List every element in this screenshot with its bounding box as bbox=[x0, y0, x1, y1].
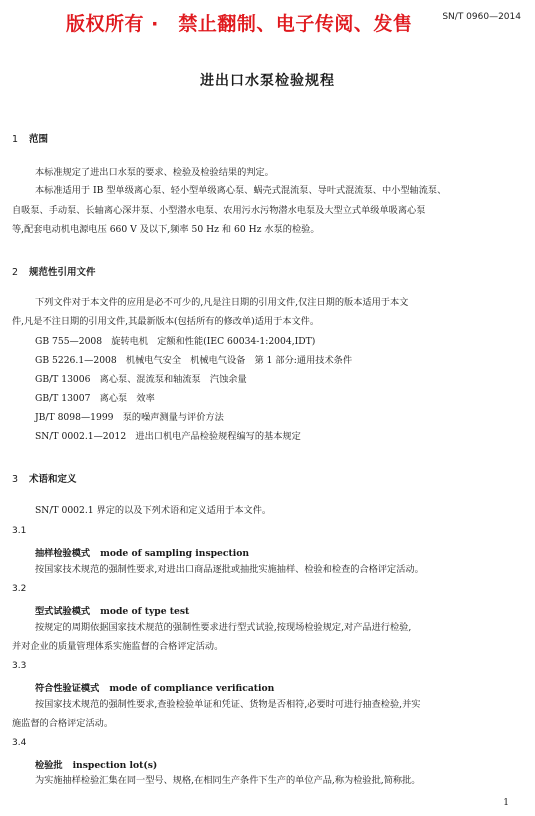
term-definition-line: 施监督的合格评定活动。 bbox=[12, 718, 114, 729]
paragraph-line: SN/T 0002.1 界定的以及下列术语和定义适用于本文件。 bbox=[35, 505, 272, 516]
standard-code: SN/T 0960—2014 bbox=[442, 12, 521, 22]
page-number: 1 bbox=[503, 798, 509, 808]
paragraph-line: 本标准适用于 IB 型单级离心泵、轻小型单级离心泵、蜗壳式混流泵、导叶式混流泵、中小型轴流泵、 bbox=[35, 185, 447, 196]
section-number: 2 bbox=[12, 267, 19, 278]
reference-item: SN/T 0002.1—2012 进出口机电产品检验规程编写的基本规定 bbox=[35, 431, 301, 442]
term-title-en: inspection lot(s) bbox=[72, 760, 158, 771]
section-title: 规范性引用文件 bbox=[29, 267, 96, 278]
paragraph-line: 本标准规定了进出口水泵的要求、检验及检验结果的判定。 bbox=[35, 167, 274, 178]
section-number: 1 bbox=[12, 134, 19, 145]
paragraph-line: 下列文件对于本文件的应用是必不可少的,凡是注日期的引用文件,仅注日期的版本适用于本文 bbox=[35, 297, 409, 308]
section-title: 范围 bbox=[29, 134, 49, 145]
document-title: 进出口水泵检验规程 bbox=[200, 73, 335, 89]
term-title-zh: 型式试验模式 bbox=[35, 606, 91, 617]
term-title-en: mode of sampling inspection bbox=[100, 548, 250, 559]
term-title bbox=[35, 603, 189, 617]
section-title: 术语和定义 bbox=[29, 474, 77, 485]
paragraph-line: 等,配套电动机电源电压 660 V 及以下,频率 50 Hz 和 60 Hz 水泵的检验。 bbox=[12, 224, 320, 235]
term-number: 3.3 bbox=[12, 661, 27, 671]
section-heading-scope bbox=[12, 131, 48, 145]
section-heading-terms bbox=[12, 471, 77, 485]
term-definition-line: 按国家技术规范的强制性要求,对进出口商品逐批或抽批实施抽样、检验和检查的合格评定活动。 bbox=[35, 564, 424, 575]
paragraph-line: 件,凡是不注日期的引用文件,其最新版本(包括所有的修改单)适用于本文件。 bbox=[12, 316, 320, 327]
term-title bbox=[35, 545, 249, 559]
term-number: 3.2 bbox=[12, 584, 27, 594]
term-definition-line: 按国家技术规范的强制性要求,查验检验单证和凭证、货物是否相符,必要时可进行抽查检验,并实 bbox=[35, 699, 421, 710]
paragraph-line: 自吸泵、手动泵、长轴离心深井泵、小型潜水电泵、农用污水污物潜水电泵及大型立式单级单吸离心泵 bbox=[12, 205, 426, 216]
term-definition-line: 按规定的周期依据国家技术规范的强制性要求进行型式试验,按现场检验规定,对产品进行检验, bbox=[35, 622, 412, 633]
term-number: 3.1 bbox=[12, 526, 27, 536]
term-definition-line: 为实施抽样检验汇集在同一型号、规格,在相同生产条件下生产的单位产品,称为检验批,简称批。 bbox=[35, 775, 421, 786]
copyright-watermark: 版权所有 · 禁止翻制、电子传阅、发售 bbox=[66, 13, 413, 35]
section-number: 3 bbox=[12, 474, 19, 485]
term-title bbox=[35, 680, 274, 694]
term-title bbox=[35, 757, 157, 771]
reference-item: GB/T 13006 离心泵、混流泵和轴流泵 汽蚀余量 bbox=[35, 374, 247, 385]
term-definition-line: 并对企业的质量管理体系实施监督的合格评定活动。 bbox=[12, 641, 224, 652]
term-title-zh: 抽样检验模式 bbox=[35, 548, 91, 559]
term-title-zh: 符合性验证模式 bbox=[35, 683, 100, 694]
reference-item: JB/T 8098—1999 泵的噪声测量与评价方法 bbox=[35, 412, 224, 423]
reference-item: GB 5226.1—2008 机械电气安全 机械电气设备 第 1 部分:通用技术条件 bbox=[35, 355, 353, 366]
term-title-en: mode of type test bbox=[100, 606, 190, 617]
reference-item: GB 755—2008 旋转电机 定额和性能(IEC 60034-1:2004,IDT) bbox=[35, 336, 316, 347]
term-number: 3.4 bbox=[12, 738, 27, 748]
term-title-en: mode of compliance verification bbox=[109, 683, 275, 694]
term-title-zh: 检验批 bbox=[35, 760, 63, 771]
section-heading-normative-references bbox=[12, 264, 96, 278]
reference-item: GB/T 13007 离心泵 效率 bbox=[35, 393, 155, 404]
